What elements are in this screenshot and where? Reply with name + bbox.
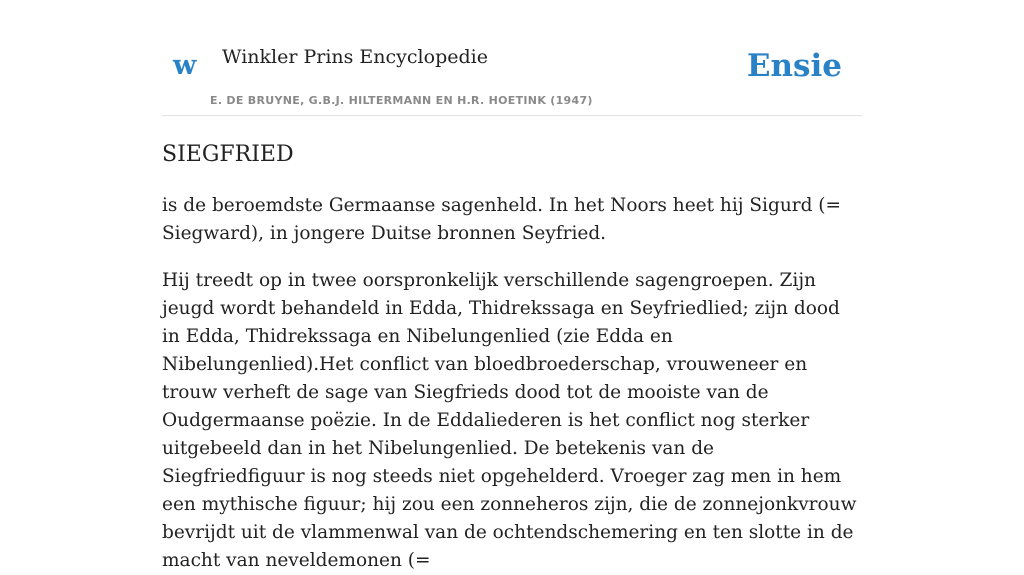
publication-authors: E. DE BRUYNE, G.B.J. HILTERMANN EN H.R. HOETINK (1947) xyxy=(210,94,593,107)
article-paragraph: is de beroemdste Germaanse sagenheld. In het Noors heet hij Sigurd (= Siegward), in jongere Duitse bronnen Seyfried. xyxy=(162,194,842,244)
article-paragraph: Hij treedt op in twee oorspronkelijk verschillende sagengroepen. Zijn jeugd wordt behandeld in Edda, Thidrekssaga en Seyfriedlied; zijn dood in Edda, Thidrekssaga en Nibelungenlied (zie Edda en Nibelungenlied).Het conflict van bloedbroederschap, vrouweneer en trouw verheft de sage van Siegfrieds dood tot de mooiste van de Oudgermaanse poëzie. In de Eddaliederen is het conflict nog sterker uitgebeeld dan in het Nibelungenlied. De betekenis van de Siegfriedfiguur is nog steeds niet opgehelderd. Vroeger zag men in hem een mythische figuur; hij zou een zonneheros zijn, die de zonnejonkvrouw bevrijdt uit de vlammenwal van de ochtendschemering en ten slotte in de macht van neveldemonen (= xyxy=(162,269,857,571)
article-title: SIEGFRIED xyxy=(162,142,294,167)
publication-logo[interactable]: w xyxy=(173,50,197,81)
brand-logo[interactable]: Ensie xyxy=(746,48,842,84)
site-header xyxy=(162,0,862,116)
publication-title[interactable]: Winkler Prins Encyclopedie xyxy=(222,46,488,68)
page xyxy=(162,0,862,575)
